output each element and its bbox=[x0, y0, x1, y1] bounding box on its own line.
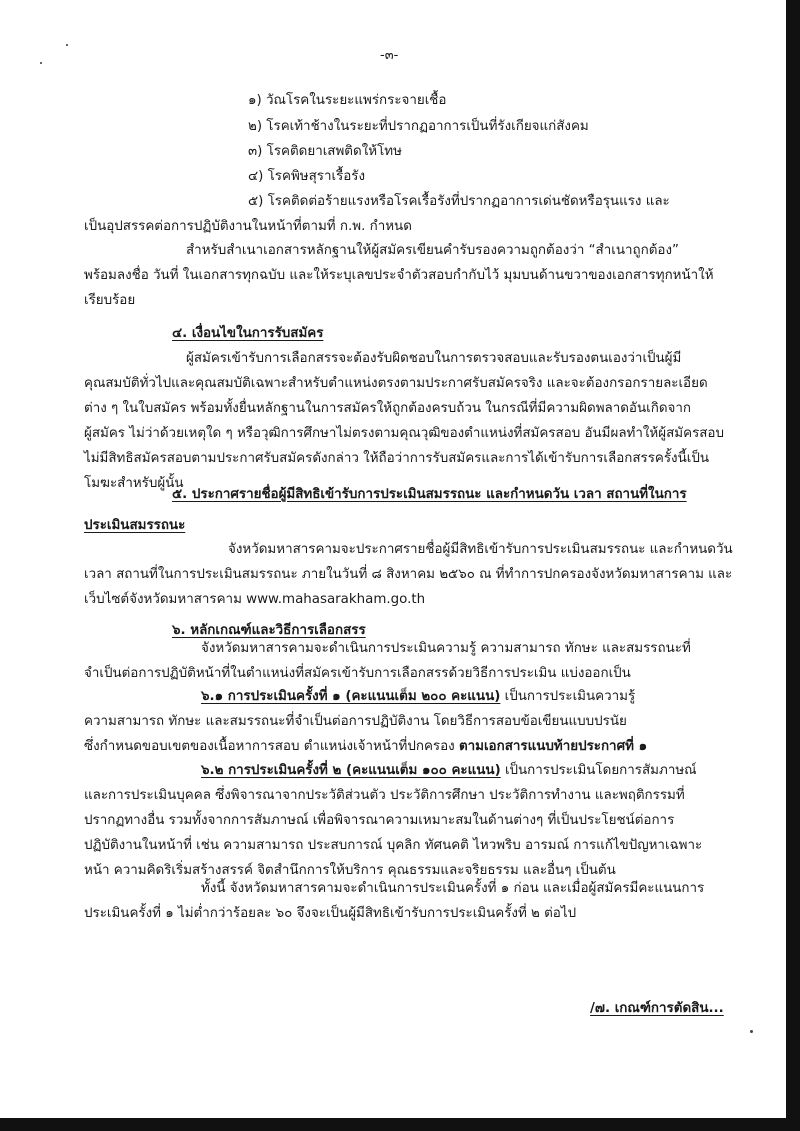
scan-edge-right bbox=[786, 0, 800, 1131]
section-heading: ๖. หลักเกณฑ์และวิธีการเลือกสรร bbox=[172, 623, 366, 638]
paragraph-line: ผู้สมัคร ไม่ว่าด้วยเหตุใด ๆ หรือวุฒิการศึกษาไม่ตรงตามคุณวุฒิของตำแหน่งที่สมัครสอบ อันมีผลทำให้ผู้สมัครสอบ bbox=[84, 426, 724, 441]
paragraph-line: เว็บไซต์จังหวัดมหาสารคาม www.mahasarakham.go.th bbox=[84, 592, 426, 607]
subsection-heading: ๖.๑ การประเมินครั้งที่ ๑ (คะแนนเต็ม ๒๐๐ คะแนน) bbox=[201, 689, 501, 704]
paragraph-line: ทั้งนี้ จังหวัดมหาสารคามจะดำเนินการประเมินครั้งที่ ๑ ก่อน และเมื่อผู้สมัครมีคะแนนการ bbox=[201, 881, 705, 896]
list-item-continuation: เป็นอุปสรรคต่อการปฏิบัติงานในหน้าที่ตามที่ ก.พ. กำหนด bbox=[84, 219, 412, 234]
paragraph-line: เวลา สถานที่ในการประเมินสมรรถนะ ภายในวันที่ ๘ สิงหาคม ๒๕๖๐ ณ ที่ทำการปกครองจังหวัดมหาสารคาม และ bbox=[84, 567, 733, 582]
paragraph-line: โมฆะสำหรับผู้นั้น bbox=[84, 476, 184, 491]
list-item: ๕) โรคติดต่อร้ายแรงหรือโรคเรื้อรังที่ปรากฏอาการเด่นชัดหรือรุนแรง และ bbox=[248, 194, 670, 209]
subsection-6-2-line bbox=[201, 762, 697, 780]
paragraph-line: จำเป็นต่อการปฏิบัติหน้าที่ในตำแหน่งที่สมัครเข้ารับการเลือกสรรด้วยวิธีการประเมิน แบ่งออกเป็น bbox=[84, 666, 631, 681]
section-heading: ๔. เงื่อนไขในการรับสมัคร bbox=[172, 326, 324, 341]
subsection-heading: ๖.๒ การประเมินครั้งที่ ๒ (คะแนนเต็ม ๑๐๐ คะแนน) bbox=[201, 763, 501, 778]
section-heading: ประเมินสมรรถนะ bbox=[84, 518, 186, 533]
paragraph-line: สำหรับสำเนาเอกสารหลักฐานให้ผู้สมัครเขียนคำรับรองความถูกต้องว่า “สำเนาถูกต้อง” bbox=[186, 243, 679, 258]
paragraph-line: คุณสมบัติทั่วไปและคุณสมบัติเฉพาะสำหรับตำแหน่งตรงตามประกาศรับสมัครจริง และจะต้องกรอกรายละเอียด bbox=[84, 376, 708, 391]
list-item: ๒) โรคเท้าช้างในระยะที่ปรากฏอาการเป็นที่รังเกียจแก่สังคม bbox=[248, 119, 589, 134]
list-item: ๓) โรคติดยาเสพติดให้โทษ bbox=[248, 144, 402, 159]
subsection-text: เป็นการประเมินความรู้ bbox=[500, 689, 636, 704]
list-item: ๑) วัณโรคในระยะแพร่กระจายเชื้อ bbox=[248, 93, 447, 108]
paragraph-line: ปรากฏทางอื่น รวมทั้งจากการสัมภาษณ์ เพื่อพิจารณาความเหมาะสมในด้านต่างๆ ที่เป็นประโยชน์ต่อการ bbox=[84, 813, 675, 828]
paragraph-line: พร้อมลงชื่อ วันที่ ในเอกสารทุกฉบับ และให้ระบุเลขประจำตัวสอบกำกับไว้ มุมบนด้านขวาของเอกสารทุกหน้าให้ bbox=[84, 268, 714, 283]
subsection-text: เป็นการประเมินโดยการสัมภาษณ์ bbox=[500, 763, 697, 778]
paragraph-line: และการประเมินบุคคล ซึ่งพิจารณาจากประวัติส่วนตัว ประวัติการศึกษา ประวัติการทำงาน และพฤติกรรมที่ bbox=[84, 788, 685, 803]
paragraph-line: ความสามารถ ทักษะ และสมรรถนะที่จำเป็นต่อการปฏิบัติงาน โดยวิธีการสอบข้อเขียนแบบปรนัย bbox=[84, 714, 627, 729]
page-number: -๓- bbox=[380, 48, 399, 63]
paragraph-line: หน้า ความคิดริเริ่มสร้างสรรค์ จิตสำนึกการให้บริการ คุณธรรมและจริยธรรม และอื่นๆ เป็นต้น bbox=[84, 863, 616, 878]
paragraph-line: ต่าง ๆ ในใบสมัคร พร้อมทั้งยื่นหลักฐานในการสมัครให้ถูกต้องครบถ้วน ในกรณีที่มีความผิดพลาดอันเกิดจาก bbox=[84, 401, 691, 416]
continuation-marker: /๗. เกณฑ์การตัดสิน... bbox=[590, 1001, 724, 1016]
section-heading: ๕. ประกาศรายชื่อผู้มีสิทธิเข้ารับการประเมินสมรรถนะ และกำหนดวัน เวลา สถานที่ในการ bbox=[172, 487, 687, 502]
scan-edge-bottom bbox=[0, 1118, 800, 1131]
paragraph-line: ไม่มีสิทธิสมัครสอบตามประกาศรับสมัครดังกล่าว ให้ถือว่าการรับสมัครและการได้เข้ารับการเลือกสรรครั้งนี้เป็น bbox=[84, 451, 709, 466]
paragraph-line: จังหวัดมหาสารคามจะประกาศรายชื่อผู้มีสิทธิเข้ารับการประเมินสมรรถนะ และกำหนดวัน bbox=[228, 542, 733, 557]
paragraph-line: เรียบร้อย bbox=[84, 293, 136, 308]
scan-speck bbox=[750, 1030, 753, 1033]
paragraph-line: ประเมินครั้งที่ ๑ ไม่ต่ำกว่าร้อยละ ๖๐ จึงจะเป็นผู้มีสิทธิเข้ารับการประเมินครั้งที่ ๒ ต่อไป bbox=[84, 906, 577, 921]
paragraph-line bbox=[84, 738, 647, 756]
paragraph-text: ซึ่งกำหนดขอบเขตของเนื้อหาการสอบ ตำแหน่งเจ้าหน้าที่ปกครอง bbox=[84, 739, 459, 754]
scan-speck bbox=[66, 44, 68, 46]
list-item: ๔) โรคพิษสุราเรื้อรัง bbox=[248, 169, 366, 184]
subsection-6-1-line bbox=[201, 688, 635, 706]
paragraph-line: ปฏิบัติงานในหน้าที่ เช่น ความสามารถ ประสบการณ์ บุคลิก ทัศนคติ ไหวพริบ อารมณ์ การแก้ไขปัญหาเฉพาะ bbox=[84, 838, 703, 853]
attachment-reference: ตามเอกสารแนบท้ายประกาศที่ ๑ bbox=[458, 739, 648, 754]
scan-speck bbox=[40, 62, 42, 64]
paragraph-line: จังหวัดมหาสารคามจะดำเนินการประเมินความรู้ ความสามารถ ทักษะ และสมรรถนะที่ bbox=[201, 641, 691, 656]
paragraph-line: ผู้สมัครเข้ารับการเลือกสรรจะต้องรับผิดชอบในการตรวจสอบและรับรองตนเองว่าเป็นผู้มี bbox=[186, 351, 682, 366]
